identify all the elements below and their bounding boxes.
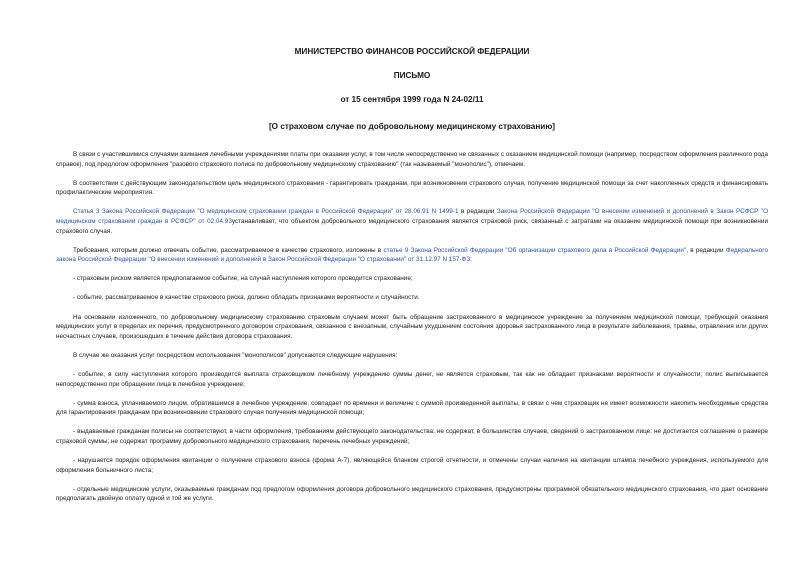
paragraph-11: - выдаваемые гражданам полисы не соответствуют, в части оформления, требованиям действующего законодательства: не содержат, в большинстве случаев, сведений о застрахованном лице; не достигается соглашение о размере страховой суммы; не содержат программу добровольного медицинского страхования, перечень лечебных учреждений; (56, 428, 768, 445)
law-amendment-1993-link[interactable]: Закона Российской Федерации "О внесении изменений и дополнений в Закон РСФСР "О медицинском страховании граждан в РСФСР" от 02.04.93 (56, 208, 769, 225)
law-article-3-link[interactable]: Статья 3 Закона Российской Федерации "О медицинском страховании граждан в Российской Федерации" от 28.06.91 N 1499-1 (73, 208, 459, 216)
paragraph-3-text-1: в редакции (458, 208, 497, 216)
paragraph-3-text-2: устанавливает, что объектом добровольного медицинского страхования является страховой риск, связанный с затратами на оказание медицинской помощи при возникновении страхового случая. (56, 217, 769, 235)
paragraph-7: На основании изложенного, по добровольному медицинскому страхованию страховым случаем может быть обращение застрахованного в медицинское учреждение за получением медицинской помощи, требующей оказания медицинских услуг в пределах их перечня, предусмотренного договором страхования, связанное с внезапным, случайным ухудшением состояния здоровья застрахованного лица в результате заболевания, травмы, отравления или других несчастных случаев, произошедших в течение действия договора страхования. (56, 313, 768, 340)
paragraph-3 (56, 207, 768, 236)
paragraph-13: - отдельные медицинские услуги, оказываемые гражданам под предлогом оформления договора добровольного медицинского страхования, предусмотрены программой обязательного медицинского страхования, что дает основание предполагать двойную оплату одной и той же услуги. (56, 485, 768, 503)
document-subject: [О страховом случае по добровольному медицинскому страхованию] (268, 122, 556, 131)
law-article-9-link[interactable]: статье 9 Закона Российской Федерации "Об организации страхового дела в Российской Федерации" (383, 246, 687, 254)
document-date-number: от 15 сентября 1999 года N 24-02/11 (340, 95, 484, 104)
paragraph-8: В случае же оказания услуг посредством использования "монополисов" допускаются следующие нарушения: (73, 351, 398, 359)
paragraph-4-text-2: , в редакции (686, 246, 726, 254)
federal-law-157-link[interactable]: Федерального закона Российской Федерации "О внесении изменений и дополнений в Закон Российской Федерации "О страховании" от 31.12.97 N 157-ФЗ (56, 246, 769, 264)
paragraph-10: - сумма взноса, уплачиваемого лицом, обратившимся в лечебное учреждение, совпадает по времени и величине с суммой произведенной выплаты, в связи с чем страховщик не имеет возможности накопить необходимые средства для гарантирования гражданам при возникновении страхового случая получения медицинской помощи; (56, 399, 768, 417)
paragraph-4-text-3: : (470, 256, 472, 264)
paragraph-1: В связи с участившимися случаями взимания лечебными учреждениями платы при оказании услуг, в том числе непосредственно не связанных с оказанием медицинской помощи (например, посредством оформления различного рода справок), под предлогом оформления "разового страхового полиса по добровольному медицинскому страхованию" (так называемый "монополис"), отмечаем. (56, 151, 768, 168)
paragraph-4 (56, 246, 768, 265)
paragraph-6: - событие, рассматриваемое в качестве страхового риска, должно обладать признаками вероятности и случайности. (73, 294, 420, 302)
ministry-title: МИНИСТЕРСТВО ФИНАНСОВ РОССИЙСКОЙ ФЕДЕРАЦИИ (294, 47, 530, 56)
paragraph-2: В соответствии с действующим законодательством цель медицинского страхования - гарантировать гражданам, при возникновении страхового случая, получение медицинской помощи за счет накопленных средств и финансировать профилактические мероприятия. (56, 179, 768, 197)
paragraph-12: - нарушается порядок оформления квитанции о получении страхового взноса (форма А-7), являющейся бланком строгой отчетности, и отмечены случаи наличия на квитанции штампа лечебного учреждения, используемого для оформления больничного листа; (56, 456, 768, 474)
paragraph-4-text-1: Требования, которым должно отвечать событие, рассматриваемое в качестве страхового, изложены в (73, 246, 384, 254)
document-type: ПИСЬМО (393, 71, 431, 80)
paragraph-9: - событие, в силу наступления которого производится выплата страховщиком лечебному учреждению суммы денег, не является страховым, так как не обладает признаками вероятности и случайности; полис выписывается непосредственно при обращении лица в лечебное учреждение; (56, 370, 768, 388)
paragraph-5: - страховым риском является предполагаемое событие, на случай наступления которого проводится страхование; (73, 275, 413, 283)
document-body (56, 150, 768, 513)
